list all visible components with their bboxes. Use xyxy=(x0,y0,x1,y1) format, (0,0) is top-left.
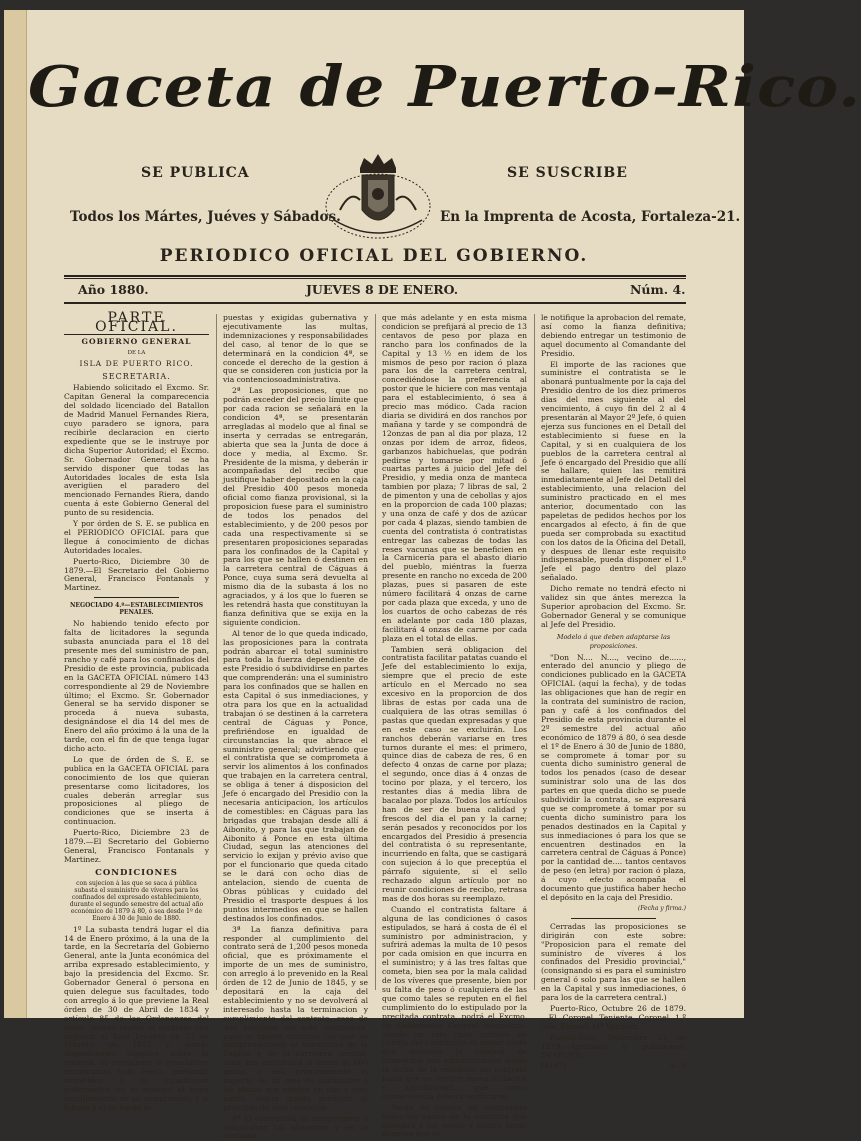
coat-of-arms-icon xyxy=(320,150,436,242)
printer-address: En la Imprenta de Acosta, Fortaleza-21. xyxy=(440,209,741,225)
column-divider xyxy=(216,314,217,990)
separator xyxy=(94,597,179,598)
parte-oficial-heading: PARTE OFICIAL. xyxy=(64,314,209,335)
paragraph: Al tenor de lo que queda indicado, las proposiciones para la contrata podrán abarcar el total suministro para toda la fuerza dependiente de este Presidio ó subdividirse en partes que comprenderán: una el suministro para los confinados que se hallen en esta Capital ó sus inmediaciones, y otra para los que en la actualidad trabajan ó se destinen á la carretera central de Cáguas y Ponce, prefiriéndose en igualdad de circunstancias la que abrace el suministro general; advirtiendo que el contratista que se comprometa á servir los alimentos á los confinados que trabajen en la carretera central, se obliga á tener á disposicion del Jefe ó encargado del Presidio con la necesaria anticipacion, los artículos de comestibles: en Cáguas para las brigadas que trabajan desde allí á Aibonito, y para las que trabajan de Aibonito á Ponce en esta última Ciudad, segun las atenciones del servicio lo exijan y prévio aviso que por el funcionario que queda citado se le dará con ocho dias de antelacion, siendo de cuenta de Obras públicas y cuidado del Presidio el trasporte despues á los puntos intermedios en que se hallen destinados los confinados. xyxy=(223,628,368,923)
paragraph: No habiendo tenido efecto por falta de licitadores la segunda subasta anunciada para el 18 del presente mes del suministro de pan, rancho y café para los confinados del Presidio de este provincia, publicada en la GACETA OFICIAL número 143 correspondiente al 29 de Noviembre último; el Excmo. Sr. Gobernador General se ha servido disponer se proceda á nueva subasta, designándose el dia 14 del mes de Enero del año próximo á la una de la tarde, con el fin de que tenga lugar dicho acto. xyxy=(64,619,209,753)
paragraph: Puerto-Rico, Diciembre 23 de 1879.—El Secretario del Gobierno General, Francisco Fontanals y Martinez. xyxy=(64,828,209,864)
rule-bottom xyxy=(64,302,686,304)
notice-times: 3—5 xyxy=(668,1061,686,1071)
paragraph: 1º La subasta tendrá lugar el dia 14 de Enero próximo, á la una de la tarde, en la Secretaría del Gobierno General, ante la Junta económica del arriba expresado establecimiento, y bajo la presidencia del Excmo. Sr. Gobernador General ó persona en quien delegue sus facultades, todo con arreglo á lo que previene la Real órden de 30 de Abril de 1834 y artículo 85 de las Ordenanzas del ramo, siendo regido el contrato con sujecion al Real Decreto de 27 de Febrero de 1852 y demás disposiciones vigentes sobre la materia. El rematante ó rematantes renunciarán todo fuero, quedando sometidos á la jurisdiccion gubernativa en lo relativo al buen cumplimiento de su compromiso, y si faltare á él se harán in- xyxy=(64,924,209,1112)
paragraph: Serán de cuenta del contratista todos los gastos de la escritura que otorgará á los veinte y cuatro horas despues que se xyxy=(382,1102,527,1139)
rule-top xyxy=(64,275,686,277)
paragraph: 4ª El contratista se compromete á suministrar los alimentos y en la cantidad xyxy=(223,1113,368,1141)
binding-spine xyxy=(4,10,27,1018)
paragraph: que más adelante y en esta misma condicion se prefijará al precio de 13 centavos de peso por plaza en rancho para los confinados de la Capital y 13 ½ en idem de los mismos de peso por racion ó plaza para los de la carretera central, concediéndose la preferencia al postor que le hiciere con mas ventaja para el establecimiento, ó sea á precio mas módico. Cada racion diaria se dividirá en dos ranchos por mañana y tarde y se compondrá de 12onzas de pan al dia por plaza, 12 onzas por idem de arroz, fideos, garbanzos habichuelas, que podrán pedirse y tomarse por mitad ó cuartas partes á juicio del Jefe del Presidio, y media onza de manteca tambien por plaza; 7 libras de sal, 2 de pimenton y una de cebollas y ajos en la proporcion de cada 100 plazas; y una onza de café y dos de azúcar por cada 4 plazas, siendo tambien de cuenta del contratista ó contratistas entregar las cabezas de todas las reses vacunas que se beneficien en la Carnicería para el abasto diario del pueblo, miéntras la fuerza presente en rancho no exceda de 200 plazas, pues si pasaren de este número facilitará 4 onzas de carne por cada plaza que exceda, y uno de los cuartos de ocho cabezas de rés en adelante por cada 180 plazas, facilitará 4 onzas de carne por cada plaza en el total de ellas. xyxy=(382,313,527,643)
paragraph: Cerradas las proposiciones se dirigirán con este sobre: "Proposicion para el remate del suministro de víveres á los confinados del Presidio provincial," (consignando si es para el suministro general ó solo para las que se hallen en la Capital y sus inmediaciones, ó para los de la carretera central.) xyxy=(541,921,686,1003)
issue-number: Núm. 4. xyxy=(630,282,686,297)
paragraph: Dicho remate no tendrá efecto ni validez sin que ántes merezca la Superior aprobacion del Excmo. Sr. Gobernador General y se comunique al Jefe del Presidio. xyxy=(541,584,686,629)
de-la-heading: DE LA xyxy=(127,349,146,356)
column-2 xyxy=(223,313,368,1141)
paragraph: 3ª La fianza definitiva para responder al cumplimiento del contrato será de 1,200 pesos moneda oficial, que es próximamente el importe de un mes de suministro, con arreglo á lo prevenido en la Real órden de 12 de Junio de 1845, y se depositará en la caja del establecimiento y no se devolverá al interesado hasta la terminacion y cumplimiento del contrato, caso de que resultase un solo contratista, pues si fueren distintos los que se comprometieren al suministro de la Capital y de la carretera central, cada uno constituirá la fianza de 600 pesos, ó sea próximamente el importe de un mes de suministro á las plazas que existen en uno y otro punto, según queda prefijado al principio de esta condicion. xyxy=(223,924,368,1112)
column-divider xyxy=(375,314,376,990)
issue-date: JUEVES 8 DE ENERO. xyxy=(306,282,459,297)
paragraph: "Don N.... N...., vecino de......, enterado del anuncio y pliego de condiciones publicado en la GACETA OFICIAL (aquí la fecha), y de todas las obligaciones que han de regir en la contrata del suministro de racion, pan y café á los confinados del Presidio de esta provincia durante el 2º semestre del actual año económico de 1879 á 80, ó sea desde el 1º de Enero á 30 de Junio de 1880, se compromete á tomar por su cuenta dicho suministro general de todos los penados (caso de desear suministrar solo una de las dos partes en que queda dicho se puede subdividir la contrata, se expresará que se compromete á tomar por su cuenta dicho suministro para los penados destinados en la Capital y sus inmediaciones ó para los que se encuentren destinados en la carretera central de Cáguas á Ponce) por la cantidad de.... tantos centavos de peso (en letra) por racion ó plaza, á cuyo efecto acompaña el documento que justifica haber hecho el depósito en la caja del Presidio. xyxy=(541,652,686,902)
notice-number: [4185] xyxy=(541,1061,567,1071)
fecha-firma: (Fecha y firma.) xyxy=(637,904,686,912)
rule-top-thin xyxy=(64,278,686,279)
newspaper-page xyxy=(4,10,861,1141)
secretaria-heading: SECRETARIA. xyxy=(102,371,171,381)
separator xyxy=(571,918,656,919)
paragraph: le notifique la aprobacion del remate, así como la fianza definitiva; debiendo entregar un testimonio de aquel documento al Comandante del Presidio. xyxy=(541,313,686,358)
column-divider xyxy=(534,314,535,990)
column-4 xyxy=(541,313,686,1071)
paragraph: Puerto-Rico, Diciembre 30 de 1879.—El Secretario del Gobierno General, Francisco Fontanals y Martinez. xyxy=(64,556,209,593)
paragraph: Y por órden de S. E. se publica en el PERIODICO OFICIAL para que llegue á conocimiento de dichas Autoridades locales. xyxy=(64,519,209,555)
paragraph: Lo que de órden de S. E. se publica en la GACETA OFICIAL para conocimiento de los que quieran presentarse como licitadores, los cuales deberán arreglar sus proposiciones al pliego de condiciones que se inserta á continuacion. xyxy=(64,754,209,827)
gobierno-heading: GOBIERNO GENERAL xyxy=(81,336,192,346)
notice-footer xyxy=(541,1062,686,1071)
column-3 xyxy=(382,313,527,1139)
negociado-heading: NEGOCIADO 4.º—ESTABLECIMIENTOS PENALES. xyxy=(69,602,204,617)
condiciones-note: con sujecion á las que se saca á pública subasta el suministro de víveres para los confinados del expresado establecimiento, durante el segundo semestre del actual año económico de 1879 á 80, ó sea desde 1º de Enero á 30 de Junio de 1880. xyxy=(69,879,204,922)
masthead-title: Gaceta de Puerto-Rico. xyxy=(28,54,861,120)
paragraph: El importe de las raciones que suministre el contratista se le abonará puntualmente por la caja del Presidio dentro de los diez primeros dias del mes siguiente al del vencimiento, á cuyo fin del 2 al 4 presentarán al Mayor 2º Jefe, ó quien ejerza sus funciones en el Detall del establecimiento si fuese en la Capital, y si en cualquiera de los pueblos de la carretera central al Jefe ó encargado del Presidio que allí se hallare, quien las remitirá inmediatamente al Jefe del Detall del establecimiento, una relacion del suministro practicado en el mes anterior, documentado con las papeletas de pedidos hechos por los encargados al efecto, á fin de que pueda ser comprobada su exactitud con los datos de la Oficina del Detall, y despues de llenar este requisito indispensable, pueda disponer el 1.º Jefe el pago dentro del plazo señalado. xyxy=(541,359,686,583)
publication-days: Todos los Mártes, Juéves y Sábados. xyxy=(70,209,341,225)
paragraph: puestas y exigidas gubernativa y ejecutivamente las multas, indemnizaciones y responsabilidades del caso, al tenor de lo que se determinará en la condicion 4ª, se concede el derecho de la gestion á que se consideren con justicia por la via contenciosoadministrativa. xyxy=(223,313,368,385)
paragraph: Cuando el contratista faltare á alguna de las condiciones ó casos estipulados, se hará á costa de él el suministro por administracion, y sufrirá ademas la multa de 10 pesos por cada omision en que incurra en el suministro; y á las tres faltas que cometa, bien sea por la mala calidad de los víveres que presente, bien por su falta de peso ó cualquiera de las que como tales se reputen en el fiel cumplimiento do lo estipulado por la precitada contrata, podrá el Excmo. Sr. Gobernador General rescindirla, siendo en este caso tambien de cuenta del contratista el mayor coste que ocasione la compra de comestible por administracion desde la fecha de la rescicion del contrato hasta que se celebre nueva licitacion y adjudicacion, que como consecuencia deberá verificarse. xyxy=(382,904,527,1101)
paragraph: Puerto-Rico, Octubre 26 de 1879.—El Coronel Teniente Coronel 1.º Jefe, Manuel Mª Vazquez. xyxy=(541,1003,686,1031)
condiciones-heading: CONDICIONES xyxy=(95,867,178,878)
paragraph: Puerto-Rico, Diciembre 23 de 1879.—Aprobado y publíquese, DESPUJOL. xyxy=(541,1032,686,1060)
modelo-heading: Modelo á que deben adaptarse las proposiciones. xyxy=(556,632,671,650)
issue-year: Año 1880. xyxy=(78,282,149,297)
subtitle: PERIODICO OFICIAL DEL GOBIERNO. xyxy=(159,246,589,266)
column-1 xyxy=(64,310,209,1112)
isla-heading: ISLA DE PUERTO RICO. xyxy=(79,358,194,368)
se-suscribe-label: SE SUSCRIBE xyxy=(507,165,628,181)
paragraph: Tambien será obligacion del contratista facilitar patatas cuando el Jefe del establecimiento lo exija, siempre que el precio de este artículo en el Mercado no sea excesivo en la proporcion de dos libras de estas por cada una de cualquiera de las otras semillas ó pastas que quedan expresadas y que en este caso se excluirán. Los ranchos deberán variarse en tres turnos durante el mes: el primero, quince dias de cabeza de res, 6 en defecto 4 onzas de carne por plaza; el segundo, once dias á 4 onzas de tocino por plaza, y el tercero, los restantes dias á media libra de bacalao por plaza. Todos los artículos han de ser de buena calidad y frescos del dia el pan y la carne; serán pesados y reconocidos por los encargados del Presidio á presencia del contratista ó su representante, incurriendo en falta, que se castigará con sujecion á lo que preceptúa el párrafo siguiente, si el sello rechazado algun artículo por no reunir condiciones de recibo, retrasa mas de dos horas su reemplazo. xyxy=(382,644,527,903)
paragraph: 2ª Las proposiciones, que no podrán exceder del precio límite que por cada racion se señalará en la condicion 4ª, se presentarán arregladas al modelo que al final se inserta y cerradas se entregarán, abierta que sea la Junta de doce á doce y media, al Excmo. Sr. Presidente de la misma, y deberán ir acompañadas del recibo que justifique haber depositado en la caja del Presidio 400 pesos moneda oficial como fianza provisional, si la proposicion fuese para el suministro de todos los penados del establecimiento, y de 200 pesos por cada una respectivamente si se presentaren proposiciones separadas para los confinados de la Capital y para los que se hallen ó destinen en la carretera central de Cáguas á Ponce, cuya suma será devuelta al mismo dia de la subasta á los no agraciados, y á los que lo fueren se les retendrá hasta que constituyan la fianza definitiva que se exija en la siguiente condicion. xyxy=(223,386,368,627)
paragraph: Habiendo solicitado el Excmo. Sr. Capitan General la comparecencia del soldado licenciado del Batallon de Madrid Manuel Fernandes Riera, cuyo paradero se ignora, para recibirle declaracion en cierto expediente que se le instruye por dicha Superior Autoridad; el Excmo. Sr. Gobernador General se ha servido disponer que todas las Autoridades locales de esta Isla averigüen el paradero del mencionado Fernandes Riera, dando cuenta á este Gobierno General del punto de su residencia. xyxy=(64,383,209,518)
se-publica-label: SE PUBLICA xyxy=(141,165,250,181)
